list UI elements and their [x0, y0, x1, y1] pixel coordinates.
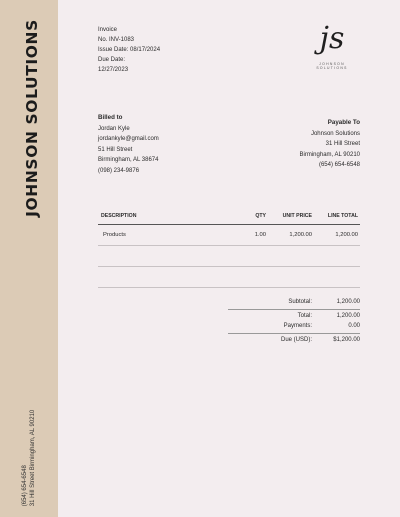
payable-city: Birmingham, AL 90210 — [299, 151, 360, 158]
sidebar-contact — [21, 410, 37, 507]
row-line-total: 1,200.00 — [314, 225, 360, 246]
subtotal-label: Subtotal: — [288, 298, 312, 305]
payments-label: Payments: — [283, 322, 312, 329]
payments-value: 0.00 — [348, 322, 360, 329]
billed-to-heading: Billed to — [98, 114, 123, 121]
table-header-row — [98, 208, 360, 225]
payable-name: Johnson Solutions — [310, 130, 360, 137]
due-label: Due (USD): — [280, 337, 312, 344]
line-items-table — [98, 208, 360, 288]
totals-divider — [228, 309, 360, 310]
due-date-label: Due Date: — [98, 57, 126, 63]
table-row-empty — [98, 246, 360, 267]
row-qty: 1.00 — [246, 225, 268, 246]
totals-divider — [228, 333, 360, 334]
total-label: Total: — [297, 313, 312, 320]
due-value: $1,200.00 — [333, 337, 360, 344]
sidebar-band — [0, 0, 58, 517]
logo-monogram: js — [319, 21, 345, 56]
payable-phone: (654) 654-6548 — [318, 162, 360, 168]
header-line-total: LINE TOTAL — [314, 208, 360, 225]
billed-name: Jordan Kyle — [98, 125, 130, 132]
payments-row — [228, 321, 360, 331]
invoice-number: No. INV-1083 — [98, 37, 135, 43]
subtotal-value: 1,200.00 — [336, 298, 360, 305]
due-row — [228, 336, 360, 346]
issue-date: Issue Date: 08/17/2024 — [98, 47, 161, 53]
totals-block — [228, 297, 360, 345]
table-row — [98, 225, 360, 246]
invoice-title: Invoice — [98, 27, 118, 33]
row-unit-price: 1,200.00 — [268, 225, 314, 246]
total-row — [228, 312, 360, 322]
company-logo — [304, 22, 360, 70]
header-unit-price: UNIT PRICE — [268, 208, 314, 225]
header-description: DESCRIPTION — [98, 208, 246, 225]
billed-to-block — [98, 113, 159, 176]
brand-name: JOHNSON SOLUTIONS — [23, 19, 41, 217]
payable-to-heading: Payable To — [327, 119, 360, 126]
row-description: Products — [98, 225, 246, 246]
sidebar-address: 31 Hill Street Birmingham, AL 90210 — [30, 409, 36, 507]
invoice-meta — [98, 25, 160, 75]
billed-city: Birmingham, AL 38674 — [98, 157, 159, 163]
header-qty: QTY — [246, 208, 268, 225]
billed-phone: (098) 234-9876 — [98, 167, 140, 174]
payable-street: 31 Hill Street — [325, 141, 360, 147]
billed-street: 51 Hill Street — [98, 146, 133, 153]
table-row-empty — [98, 267, 360, 288]
logo-subtitle: JOHNSON SOLUTIONS — [316, 62, 348, 70]
sidebar-phone: (654) 654-6548 — [22, 465, 28, 507]
payable-to-block — [300, 118, 360, 171]
due-date: 12/27/2023 — [98, 67, 129, 73]
billed-email: jordankyle@gmail.com — [98, 136, 159, 142]
subtotal-row — [228, 297, 360, 307]
total-value: 1,200.00 — [336, 313, 360, 320]
